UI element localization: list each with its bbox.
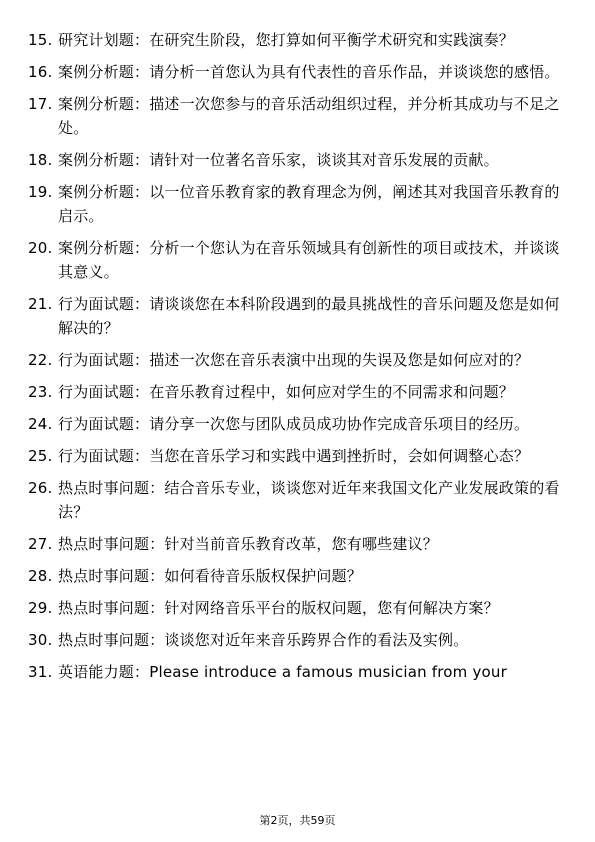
question-number: 27. [28, 535, 53, 553]
question-item [28, 660, 568, 684]
question-number: 25. [28, 447, 53, 465]
question-item [28, 148, 568, 172]
question-text: 案例分析题：以一位音乐教育家的教育理念为例，阐述其对我国音乐教育的启示。 [58, 183, 560, 225]
question-text: 热点时事问题：如何看待音乐版权保护问题？ [58, 567, 363, 585]
question-number: 18. [28, 151, 53, 169]
question-number: 19. [28, 183, 53, 201]
question-text: 热点时事问题：谈谈您对近年来音乐跨界合作的看法及实例。 [58, 631, 469, 649]
question-text: 案例分析题：请分析一首您认为具有代表性的音乐作品，并谈谈您的感悟。 [58, 63, 560, 81]
question-number: 21. [28, 295, 53, 313]
question-item [28, 60, 568, 84]
question-text: 案例分析题：描述一次您参与的音乐活动组织过程，并分析其成功与不足之处。 [58, 95, 560, 137]
page-footer: 第2页，共59页 [259, 814, 336, 827]
question-number: 17. [28, 95, 53, 113]
question-item [28, 348, 568, 372]
question-text: 研究计划题：在研究生阶段，您打算如何平衡学术研究和实践演奏？ [58, 31, 515, 49]
question-text: 行为面试题：在音乐教育过程中，如何应对学生的不同需求和问题？ [58, 383, 515, 401]
question-text: 英语能力题：Please introduce a famous musician from your [58, 663, 507, 681]
question-text: 案例分析题：分析一个您认为在音乐领域具有创新性的项目或技术，并谈谈其意义。 [58, 239, 560, 281]
question-text: 行为面试题：描述一次您在音乐表演中出现的失误及您是如何应对的？ [58, 351, 530, 369]
question-item [28, 92, 568, 140]
question-number: 24. [28, 415, 53, 433]
question-number: 28. [28, 567, 53, 585]
question-number: 15. [28, 31, 53, 49]
question-text: 热点时事问题：针对当前音乐教育改革，您有哪些建议？ [58, 535, 439, 553]
question-number: 26. [28, 479, 53, 497]
question-item [28, 236, 568, 284]
question-item [28, 292, 568, 340]
question-item [28, 380, 568, 404]
question-item [28, 596, 568, 620]
question-number: 20. [28, 239, 53, 257]
question-number: 30. [28, 631, 53, 649]
question-text: 热点时事问题：针对网络音乐平台的版权问题，您有何解决方案？ [58, 599, 499, 617]
question-number: 22. [28, 351, 53, 369]
question-number: 23. [28, 383, 53, 401]
question-item [28, 180, 568, 228]
question-text: 热点时事问题：结合音乐专业，谈谈您对近年来我国文化产业发展政策的看法？ [58, 479, 560, 521]
question-item [28, 444, 568, 468]
question-number: 29. [28, 599, 53, 617]
question-item [28, 412, 568, 436]
question-text: 案例分析题：请针对一位著名音乐家，谈谈其对音乐发展的贡献。 [58, 151, 499, 169]
question-number: 16. [28, 63, 53, 81]
question-item [28, 628, 568, 652]
question-number: 31. [28, 663, 53, 681]
question-item [28, 476, 568, 524]
question-text: 行为面试题：请分享一次您与团队成员成功协作完成音乐项目的经历。 [58, 415, 530, 433]
question-item [28, 564, 568, 588]
question-text: 行为面试题：请谈谈您在本科阶段遇到的最具挑战性的音乐问题及您是如何解决的？ [58, 295, 560, 337]
question-list [28, 28, 568, 692]
question-item [28, 28, 568, 52]
question-item [28, 532, 568, 556]
question-text: 行为面试题：当您在音乐学习和实践中遇到挫折时，会如何调整心态？ [58, 447, 530, 465]
